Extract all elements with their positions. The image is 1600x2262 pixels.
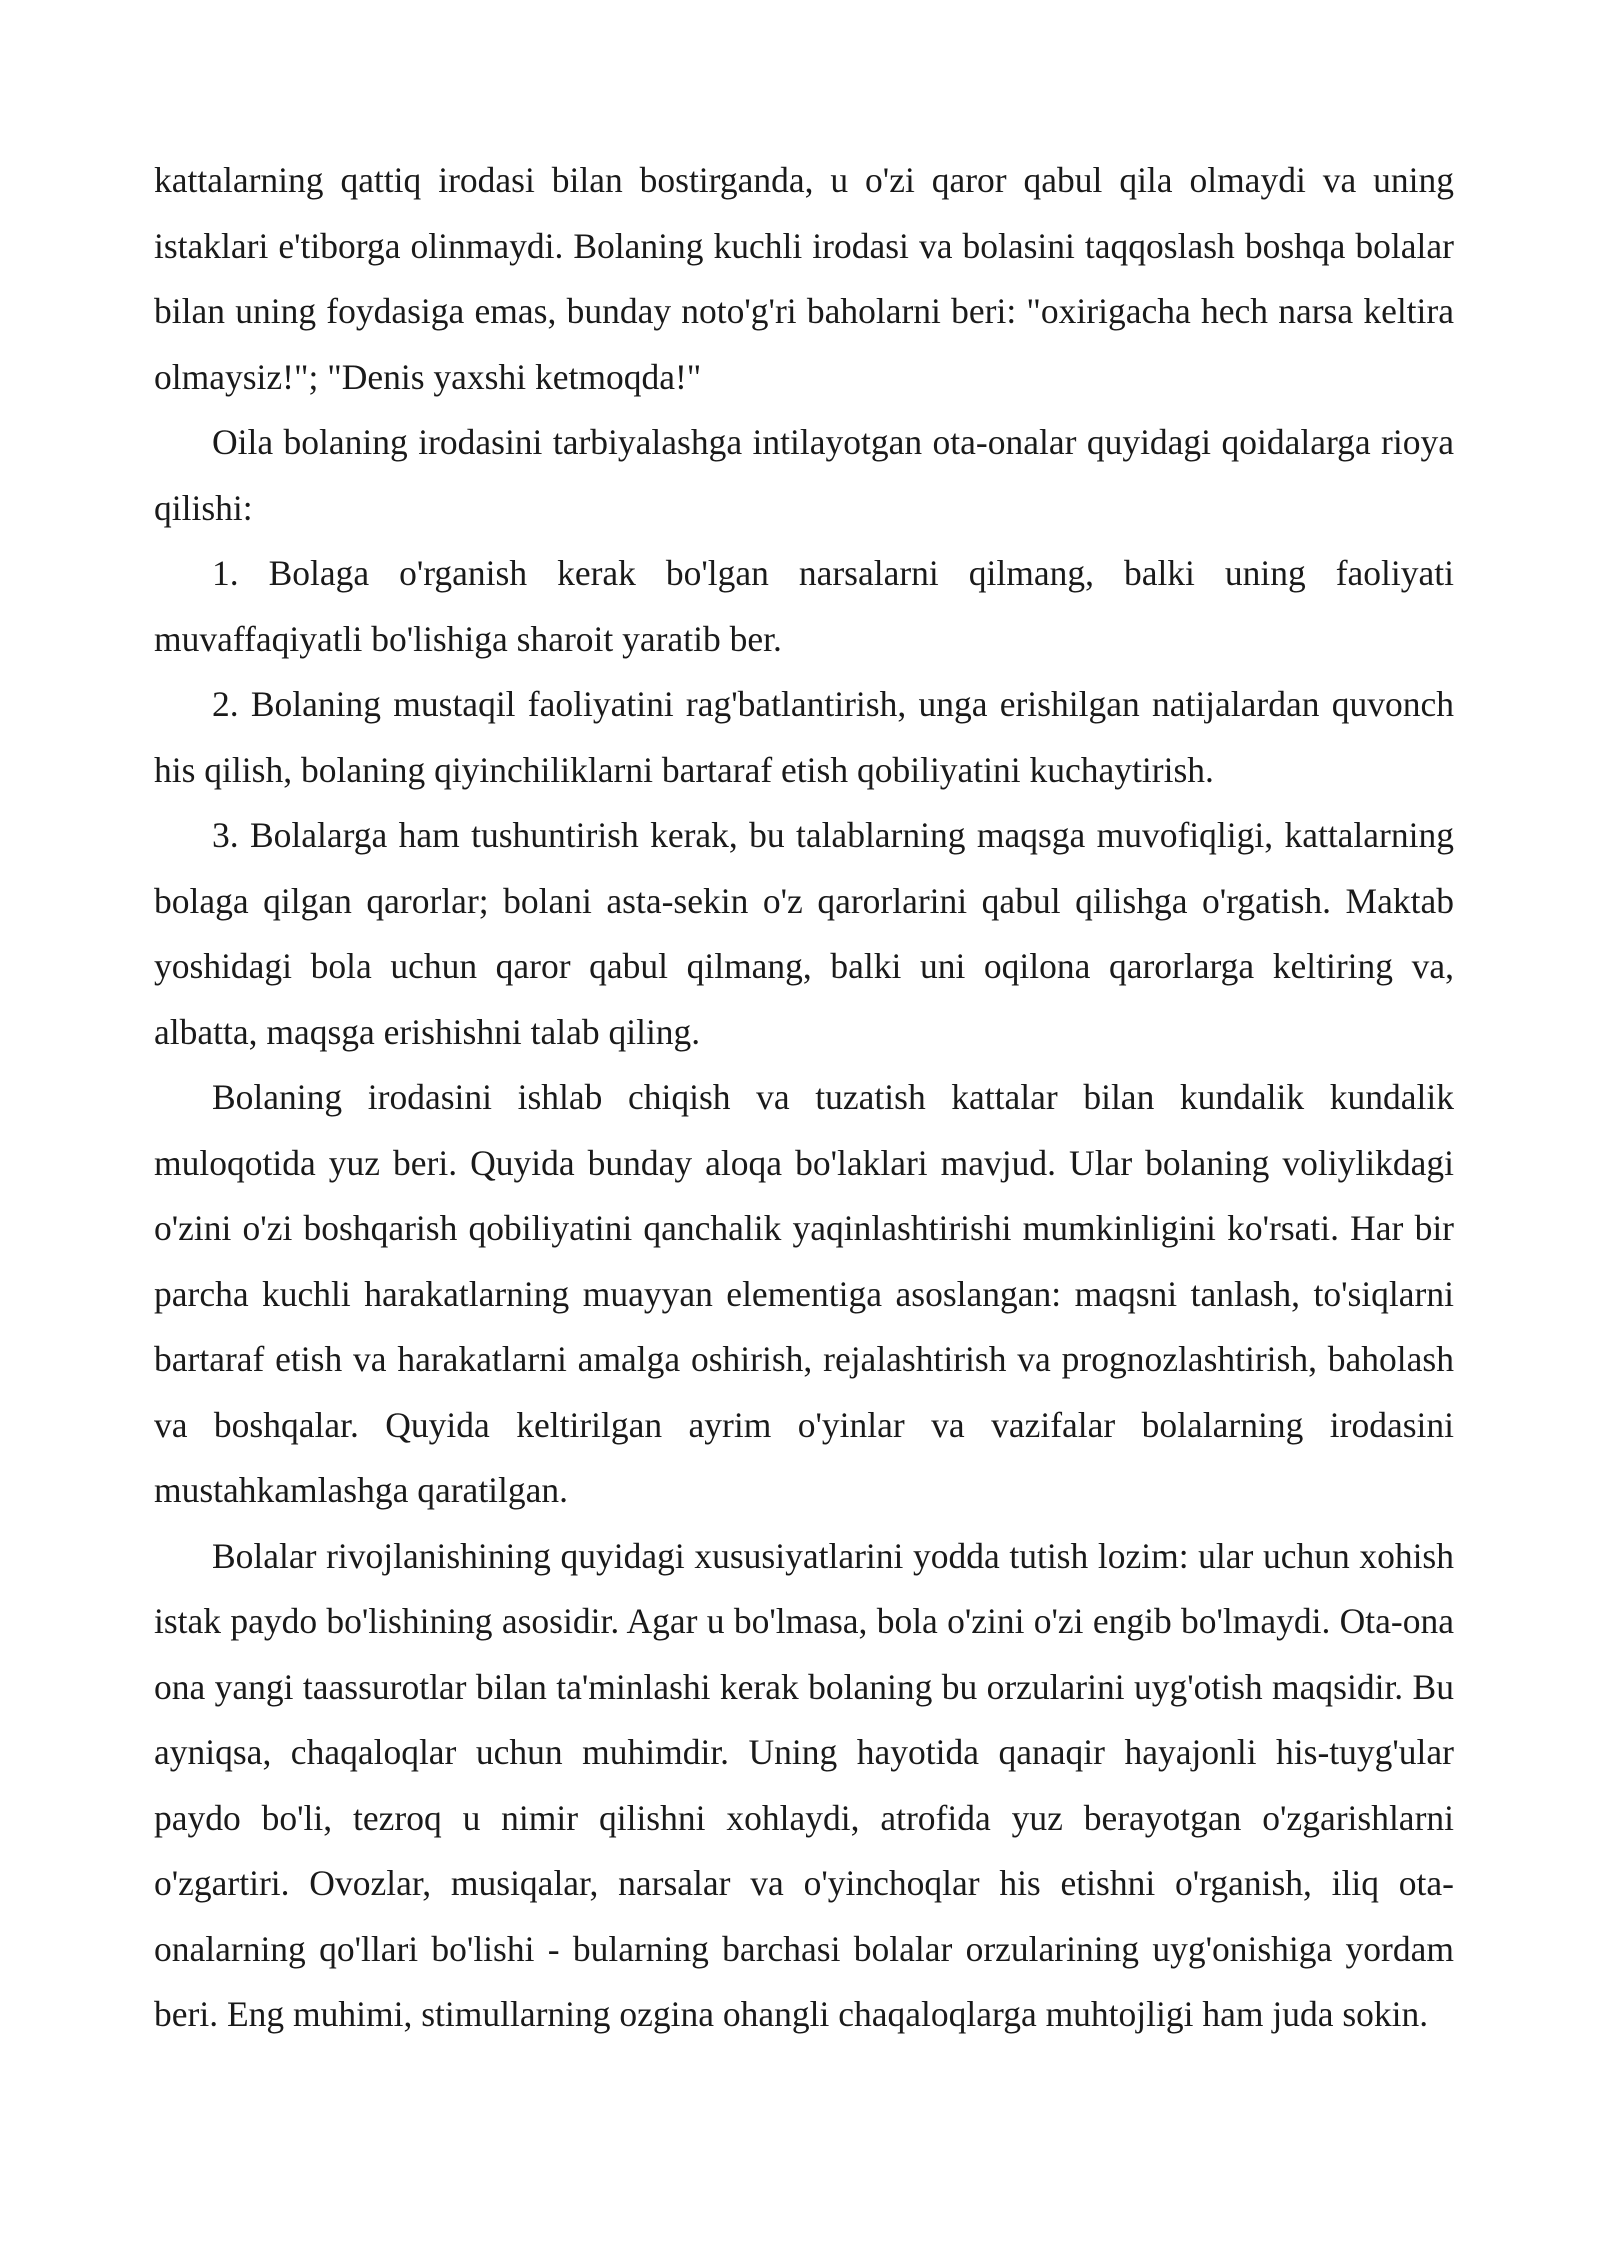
paragraph-4: Bolalar rivojlanishining quyidagi xususiyatlarini yodda tutish lozim: ular uchun xohish istak paydo bo'lishining asosidir. Agar u bo'lmasa, bola o'zini o'zi engib bo'lmaydi. Ota-ona ona yangi taassurotlar bilan ta'minlashi kerak bolaning bu orzularini uyg'otish maqsidir. Bu ayniqsa, chaqaloqlar uchun muhimdir. Uning hayotida qanaqir hayajonli his-tuyg'ular paydo bo'li, tezroq u nimir qilishni xohlaydi, atrofida yuz berayotgan o'zgarishlarni o'zgartiri. Ovozlar, musiqalar, narsalar va o'yinchoqlar his etishni o'rganish, iliq ota-onalarning qo'llari bo'lishi - bularning barchasi bolalar orzularining uyg'onishiga yordam beri. Eng muhimi, stimullarning ozgina ohangli chaqaloqlarga muhtojligi ham juda sokin. xyxy=(154,1535,1454,2034)
list-item-2: 2. Bolaning mustaqil faoliyatini rag'batlantirish, unga erishilgan natijalardan quvonch his qilish, bolaning qiyinchiliklarni bartaraf etish qobiliyatini kuchaytirish. xyxy=(154,684,1454,790)
list-item-3: 3. Bolalarga ham tushuntirish kerak, bu talablarning maqsga muvofiqligi, kattalarning bolaga qilgan qarorlar; bolani asta-sekin o'z qarorlarini qabul qilishga o'rgatish. Maktab yoshidagi bola uchun qaror qabul qilmang, balki uni oqilona qarorlarga keltiring va, albatta, maqsga erishishni talab qiling. xyxy=(154,815,1454,1052)
paragraph-3: Bolaning irodasini ishlab chiqish va tuzatish kattalar bilan kundalik kundalik muloqotida yuz beri. Quyida bunday aloqa bo'laklari mavjud. Ular bolaning voliylikdagi o'zini o'zi boshqarish qobiliyatini qanchalik yaqinlashtirishi mumkinligini ko'rsati. Har bir parcha kuchli harakatlarning muayyan elementiga asoslangan: maqsni tanlash, to'siqlarni bartaraf etish va harakatlarni amalga oshirish, rejalashtirish va prognozlashtirish, baholash va boshqalar. Quyida keltirilgan ayrim o'yinlar va vazifalar bolalarning irodasini mustahkamlashga qaratilgan. xyxy=(154,1077,1454,1510)
paragraph-2: Oila bolaning irodasini tarbiyalashga intilayotgan ota-onalar quyidagi qoidalarga rioya qilishi: xyxy=(154,422,1454,528)
list-item-1: 1. Bolaga o'rganish kerak bo'lgan narsalarni qilmang, balki uning faoliyati muvaffaqiyatli bo'lishiga sharoit yaratib ber. xyxy=(154,553,1454,659)
paragraph-1: kattalarning qattiq irodasi bilan bostirganda, u o'zi qaror qabul qila olmaydi va uning istaklari e'tiborga olinmaydi. Bolaning kuchli irodasi va bolasini taqqoslash boshqa bolalar bilan uning foydasiga emas, bunday noto'g'ri baholarni beri: "oxirigacha hech narsa keltira olmaysiz!"; "Denis yaxshi ketmoqda!" xyxy=(154,160,1454,397)
